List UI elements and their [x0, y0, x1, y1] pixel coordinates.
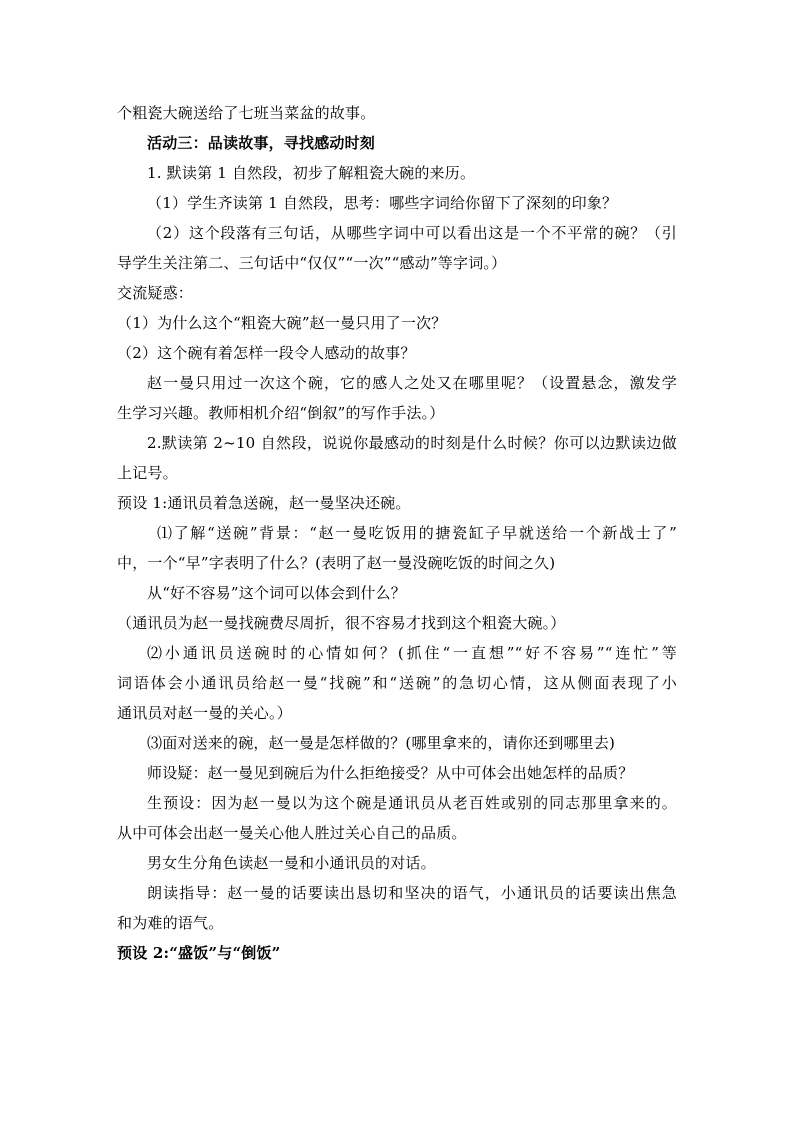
text-line: （通讯员为赵一曼找碗费尽周折，很不容易才找到这个粗瓷大碗。）	[117, 614, 566, 632]
text-line: 中，一个“早”字表明了什么？(表明了赵一曼没碗吃饭的时间之久)	[117, 554, 556, 572]
text-line: （1）为什么这个“粗瓷大碗”赵一曼只用了一次？	[117, 314, 447, 332]
text-line: ⑴了解“送碗”背景：“赵一曼吃饭用的搪瓷缸子早就送给一个新战士了”	[157, 524, 677, 542]
text-line: 生学习兴趣。教师相机介绍“倒叙”的写作手法。）	[117, 404, 445, 422]
text-line: ⑶面对送来的碗，赵一曼是怎样做的？(哪里拿来的，请你还到哪里去)	[147, 734, 616, 752]
text-line: 朗读指导：赵一曼的话要读出恳切和坚决的语气，小通讯员的话要读出焦急	[147, 884, 677, 902]
text-line: 上记号。	[117, 464, 178, 482]
step-heading: 2.默读第 2~10 自然段，说说你最感动的时刻是什么时候？你可以边默读边做	[147, 434, 677, 452]
text-line: 男女生分角色读赵一曼和小通讯员的对话。	[147, 854, 436, 872]
text-line: 个粗瓷大碗送给了七班当菜盆的故事。	[117, 104, 376, 122]
section-heading: 活动三：品读故事，寻找感动时刻	[147, 134, 376, 152]
text-line: 生预设：因为赵一曼以为这个碗是通讯员从老百姓或别的同志那里拿来的。	[147, 794, 677, 812]
text-line: （2）这个段落有三句话，从哪些字词中可以看出这是一个不平常的碗？（引	[147, 224, 677, 242]
preset-heading: 预设 2:“盛饭”与“倒饭”	[117, 944, 281, 962]
text-line: 通讯员对赵一曼的关心。）	[117, 704, 292, 722]
document-body	[117, 98, 677, 968]
text-line: （2）这个碗有着怎样一段令人感动的故事？	[117, 344, 416, 362]
text-line: ⑵小通讯员送碗时的心情如何？(抓住“一直想”“好不容易”“连忙”等	[147, 644, 677, 662]
text-line: 交流疑惑：	[117, 284, 194, 302]
text-line: （1）学生齐读第 1 自然段，思考：哪些字词给你留下了深刻的印象？	[147, 194, 618, 212]
text-line: 师设疑：赵一曼见到碗后为什么拒绝接受？从中可体会出她怎样的品质？	[147, 764, 634, 782]
text-line: 词语体会小通讯员给赵一曼“找碗”和“送碗”的急切心情，这从侧面表现了小	[117, 674, 677, 692]
text-line: 导学生关注第二、三句话中“仅仅”“一次”“感动”等字词。）	[117, 254, 507, 272]
preset-heading: 预设 1:通讯员着急送碗，赵一曼坚决还碗。	[117, 494, 411, 512]
text-line: 和为难的语气。	[117, 914, 224, 932]
text-line: 从中可体会出赵一曼关心他人胜过关心自己的品质。	[117, 824, 467, 842]
text-line: 赵一曼只用过一次这个碗，它的感人之处又在哪里呢？（设置悬念，激发学	[147, 374, 677, 392]
step-heading: 1. 默读第 1 自然段，初步了解粗瓷大碗的来历。	[147, 164, 476, 182]
text-line: 从“好不容易”这个词可以体会到什么？	[147, 584, 406, 602]
